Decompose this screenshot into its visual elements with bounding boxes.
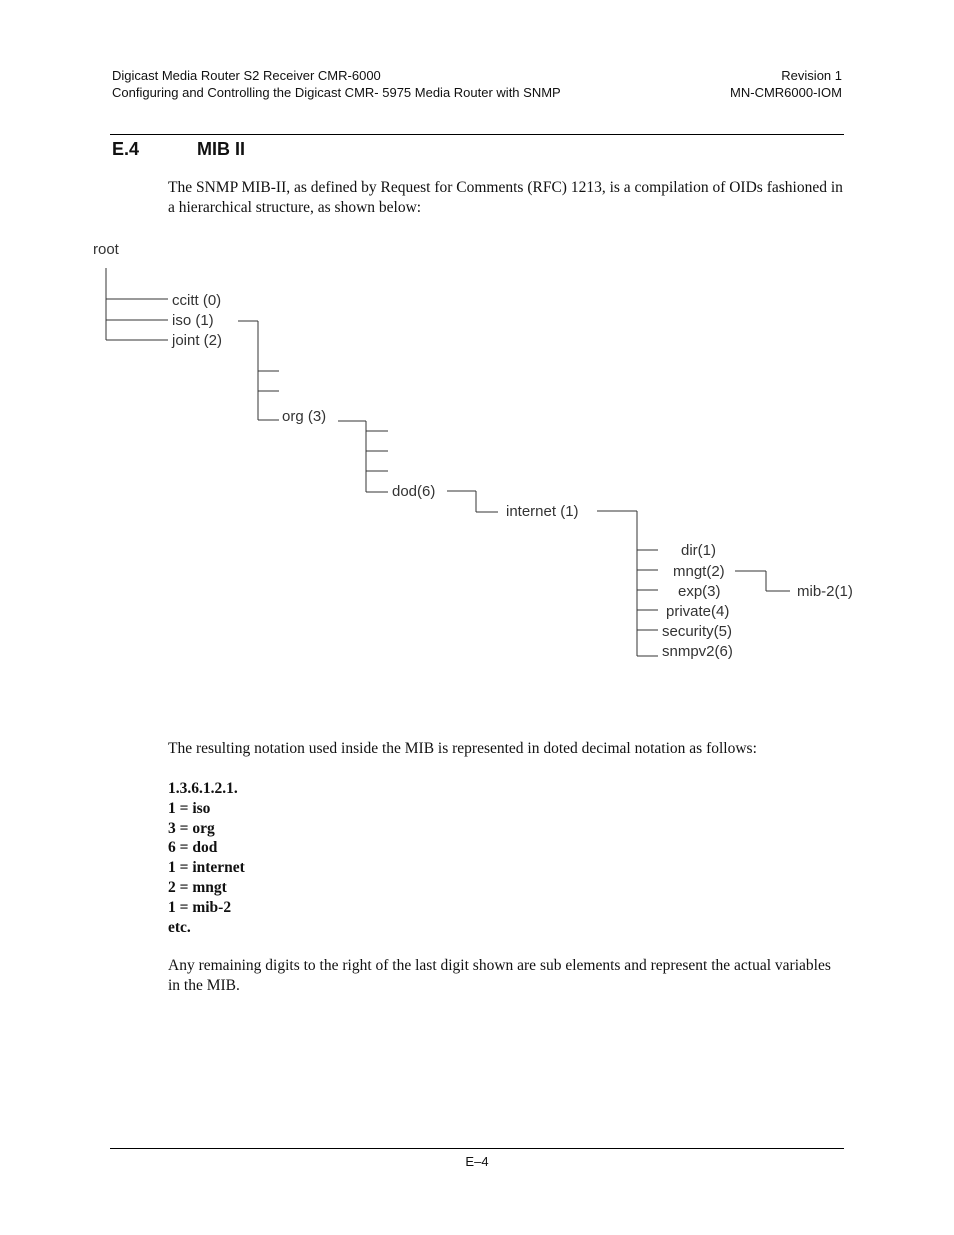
tree-node-snmpv2: snmpv2(6) (662, 643, 733, 660)
section-number: E.4 (112, 139, 140, 159)
tree-node-ccitt: ccitt (0) (172, 292, 222, 309)
notation-line: 1.3.6.1.2.1. (168, 780, 238, 797)
tree-node-exp: exp(3) (678, 583, 721, 600)
document-title: Digicast Media Router S2 Receiver CMR-6000 (112, 68, 381, 83)
intro-paragraph: The SNMP MIB-II, as defined by Request for Comments (RFC) 1213, is a compilation of OIDs fashioned in a hierarchical structure, as shown below: (168, 179, 843, 216)
notation-line: 1 = mib-2 (168, 898, 232, 916)
closing-paragraph: Any remaining digits to the right of the last digit shown are sub elements and represent the actual variables in the MIB. (168, 957, 831, 994)
notation-intro: The resulting notation used inside the MIB is represented in doted decimal notation as follows: (168, 740, 757, 757)
notation-list (168, 779, 245, 937)
notation-line: 3 = org (168, 819, 215, 837)
notation-line: 1 = iso (168, 799, 211, 817)
notation-line: 1 = internet (168, 859, 245, 877)
tree-node-security: security(5) (662, 623, 733, 640)
tree-node-private: private(4) (666, 603, 730, 620)
notation-line: 2 = mngt (168, 878, 227, 896)
revision-label: Revision 1 (781, 68, 842, 83)
document-number: MN-CMR6000-IOM (730, 85, 842, 100)
footer-divider (110, 1148, 844, 1149)
page-number: E–4 (465, 1154, 489, 1169)
tree-node-dir: dir(1) (681, 542, 717, 559)
tree-node-mib2: mib-2(1) (797, 583, 853, 600)
tree-node-dod: dod(6) (392, 483, 436, 500)
document-subtitle: Configuring and Controlling the Digicast CMR‐ 5975 Media Router with SNMP (112, 85, 561, 100)
section-title: MIB II (197, 139, 245, 159)
tree-node-org: org (3) (282, 408, 327, 425)
tree-node-root: root (93, 241, 119, 258)
notation-line: etc. (168, 918, 191, 936)
tree-node-iso: iso (1) (172, 312, 214, 329)
tree-node-joint: joint (2) (172, 332, 223, 349)
tree-node-mngt: mngt(2) (673, 563, 725, 580)
tree-node-internet: internet (1) (506, 503, 579, 520)
notation-line: 6 = dod (168, 839, 218, 857)
